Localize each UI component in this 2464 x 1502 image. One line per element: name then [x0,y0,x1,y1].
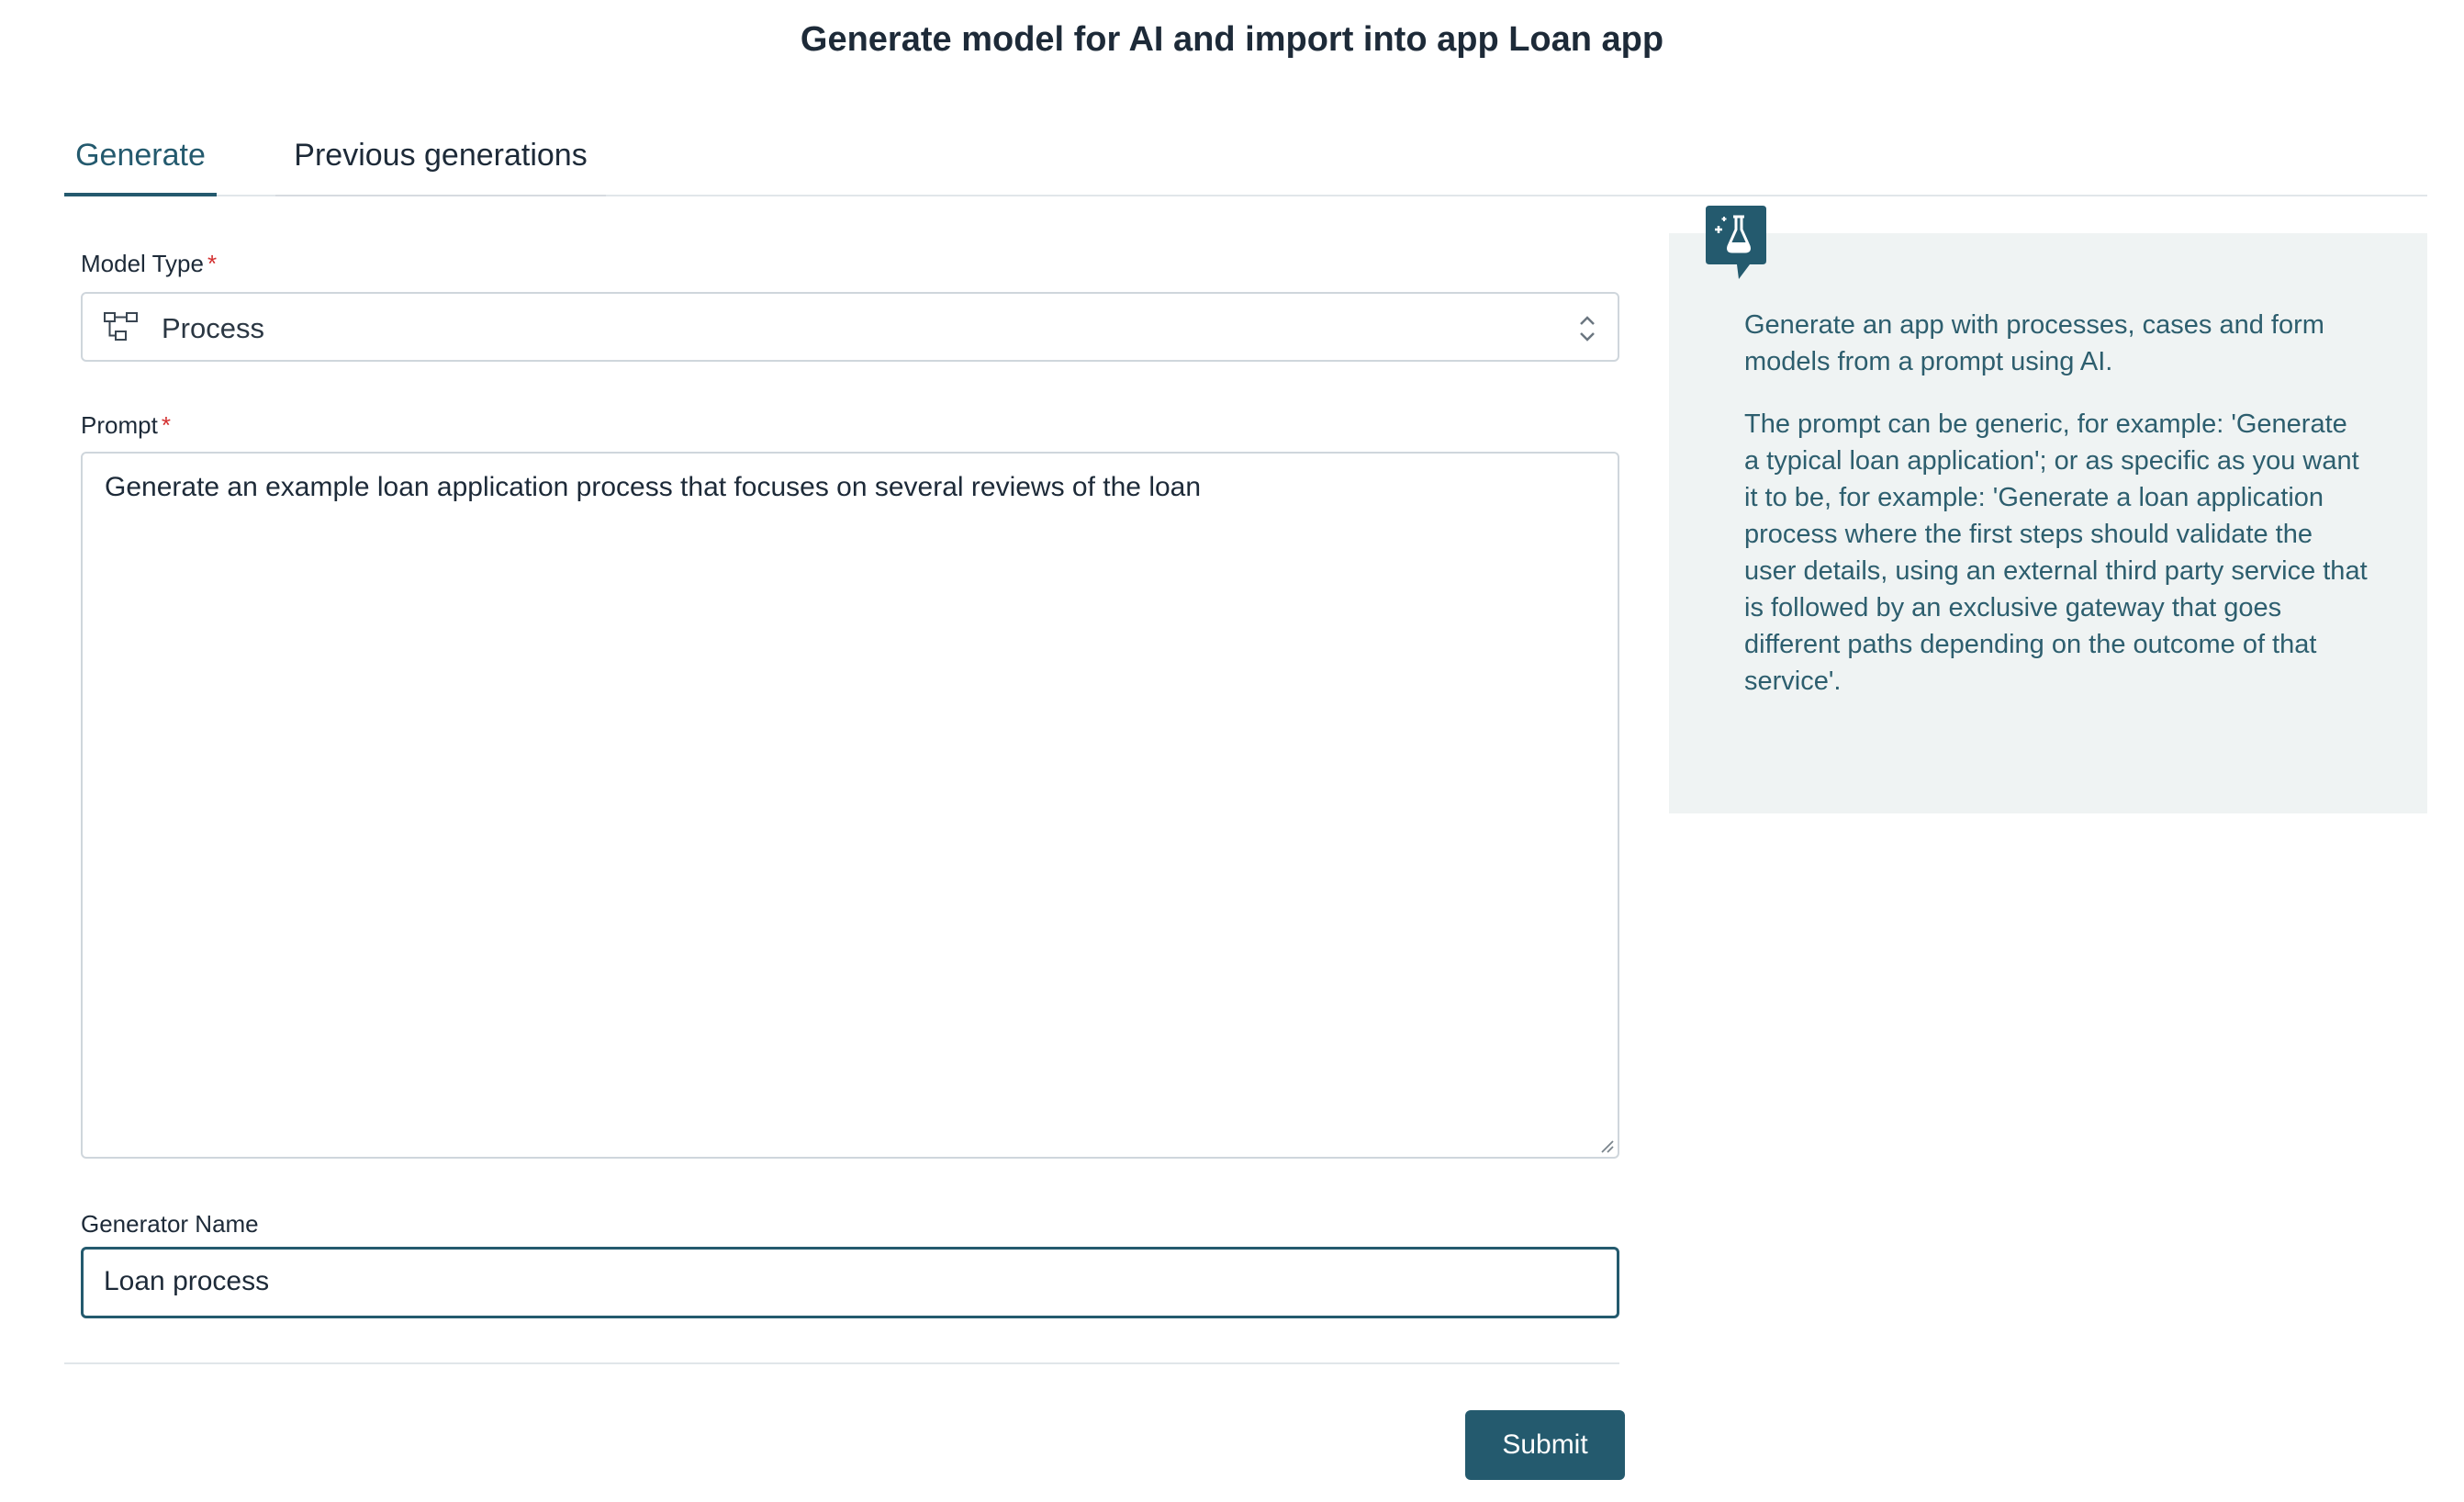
model-type-label: Model Type * [81,250,218,277]
tab-previous-generations[interactable]: Previous generations [275,130,606,196]
process-icon [103,310,140,343]
generator-name-input[interactable]: Loan process [81,1247,1619,1318]
required-asterisk: * [207,250,218,277]
generator-name-label: Generator Name [81,1210,259,1238]
info-panel [1669,233,2427,813]
chevron-up-down-icon [1577,310,1597,347]
page-title: Generate model for AI and import into app Loan app [800,20,1664,59]
tab-bar [64,130,2427,196]
tab-generate[interactable]: Generate [64,130,217,196]
submit-button[interactable]: Submit [1465,1410,1625,1480]
model-type-value: Process [162,312,264,344]
resize-handle-icon[interactable] [1597,1137,1614,1153]
ai-flask-icon [1706,206,1766,285]
info-paragraph: The prompt can be generic, for example: 'Generate a typical loan application'; or as specific as you want it to be, for example: 'Generate a loan application process where the first steps should validate the user details, using an external third party service that is followed by an exclusive gateway that goes different paths depending on the outcome of that service'. [1744,409,2368,696]
prompt-text: Generate an example loan application process that focuses on several reviews of the loan [105,472,1202,502]
prompt-label: Prompt * [81,411,171,439]
footer-divider [64,1362,1619,1364]
required-asterisk: * [161,411,171,439]
prompt-textarea[interactable] [81,452,1619,1159]
info-paragraph: Generate an app with processes, cases and form models from a prompt using AI. [1744,310,2324,376]
model-type-select[interactable] [81,292,1619,362]
